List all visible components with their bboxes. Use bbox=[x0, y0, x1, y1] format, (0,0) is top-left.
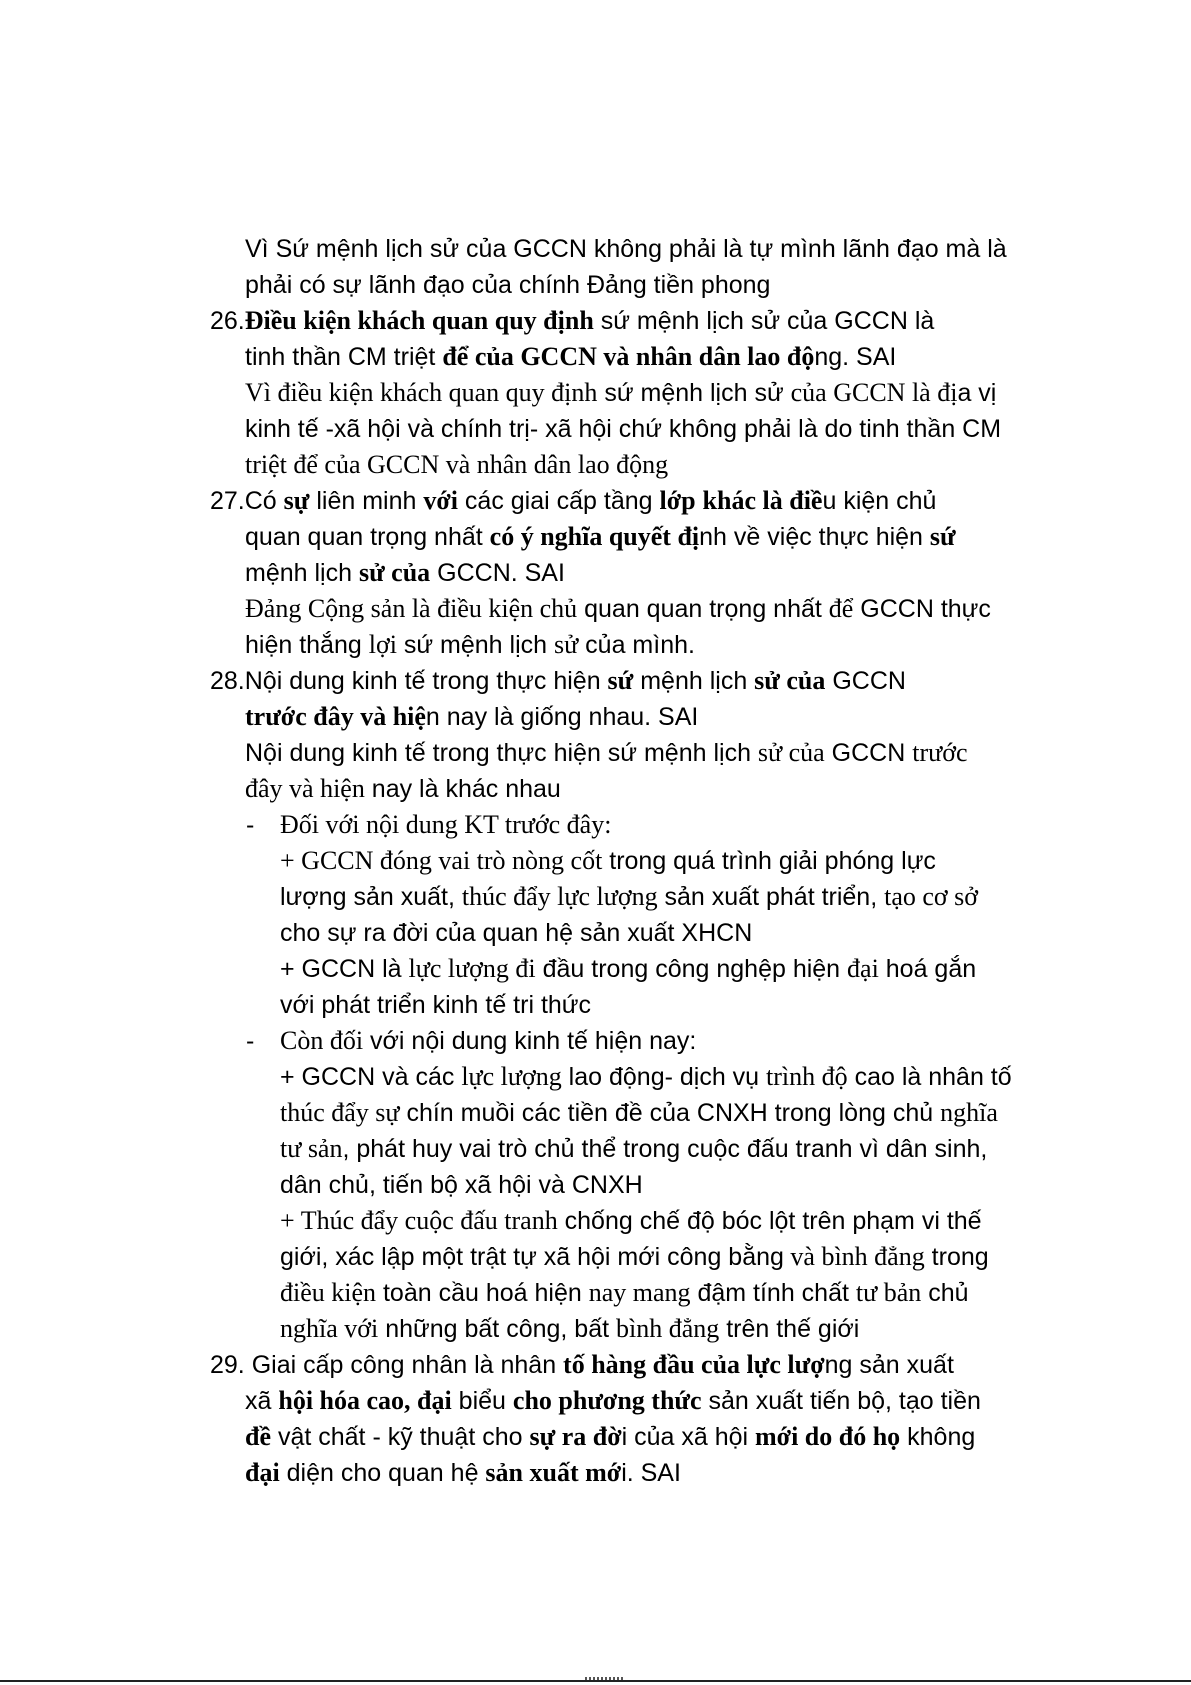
bold-text: sản xuất mớ bbox=[485, 1458, 622, 1487]
text: với phát triển kinh tế tri thức bbox=[280, 991, 592, 1019]
text: a vị bbox=[957, 379, 997, 407]
text: n nay là giống nhau. SAI bbox=[425, 703, 699, 731]
text: không bbox=[900, 1423, 976, 1451]
bold-text: cho phương thức bbox=[512, 1386, 702, 1415]
text: GCCN bbox=[824, 739, 913, 767]
bullet-body-line bbox=[210, 1239, 1090, 1275]
text: sản xuất tiến bộ, tạo tiền bbox=[701, 1387, 981, 1415]
question-29-line-1 bbox=[210, 1347, 1090, 1383]
bold-text: lớp bbox=[659, 486, 696, 515]
text: bình đẳng bbox=[616, 1314, 720, 1343]
text: 28.Nội dung kinh tế trong thực hiện bbox=[210, 667, 608, 695]
text: dân chủ, tiến bộ xã hội và CNXH bbox=[280, 1171, 643, 1199]
bullet-body-line bbox=[210, 951, 1090, 987]
text: ng. SAI bbox=[814, 343, 897, 371]
text: Còn đối bbox=[280, 1026, 364, 1055]
text: sứ mệnh lịch sử của GCCN là bbox=[593, 307, 935, 335]
answer-26-line-2 bbox=[210, 411, 1090, 447]
text: thúc đẩy lực lượng bbox=[461, 882, 658, 911]
bold-text: có ý nghĩa quyết đị bbox=[489, 522, 700, 551]
text: tư bản bbox=[855, 1278, 922, 1307]
text: i. SAI bbox=[621, 1459, 681, 1487]
text: đậm tính chất bbox=[690, 1279, 856, 1307]
text: tạo cơ sở bbox=[884, 882, 979, 911]
text: diện cho quan hệ bbox=[279, 1459, 486, 1487]
bold-text: hội hóa cao, đại bbox=[278, 1386, 452, 1415]
question-29-line-2 bbox=[210, 1383, 1090, 1419]
text: GCCN bbox=[825, 667, 906, 695]
page-body bbox=[210, 231, 1090, 1491]
text: mệnh lịch bbox=[245, 559, 359, 587]
text: đầu trong công nghệp hiện bbox=[535, 955, 848, 983]
text: sản xuất phát triển, bbox=[657, 883, 885, 911]
bold-text: khác là điề bbox=[702, 486, 823, 515]
text: liên minh bbox=[309, 487, 424, 515]
text: lao động- dịch vụ bbox=[561, 1063, 767, 1091]
text: nay mang bbox=[588, 1278, 691, 1307]
question-28-line-2 bbox=[210, 699, 1090, 735]
text: lực lượng bbox=[461, 1062, 562, 1091]
question-27-line-2 bbox=[210, 519, 1090, 555]
text: + GCCN đóng vai trò nòng cốt bbox=[280, 846, 603, 875]
text: đây và hiện bbox=[245, 774, 365, 803]
answer-28-line-1 bbox=[210, 735, 1090, 771]
bold-text: sử của bbox=[358, 558, 431, 587]
answer-27-line-1 bbox=[210, 591, 1090, 627]
question-27-line-3 bbox=[210, 555, 1090, 591]
text: biểu bbox=[451, 1387, 513, 1415]
text: kinh tế -xã hội và chính trị- xã hội chứ không phải là do tinh thần CM bbox=[245, 415, 1002, 443]
text: để bbox=[828, 594, 854, 623]
text: cho sự ra đời của quan hệ sản xuất XHCN bbox=[280, 919, 753, 947]
scan-mark bbox=[585, 1677, 625, 1680]
text: chín muồi các tiền đề của CNXH trong lòng chủ bbox=[399, 1099, 941, 1127]
text: trong quá trình giải phóng lực bbox=[602, 847, 936, 875]
text: chống chế độ bóc lột trên phạm vi thế bbox=[557, 1207, 982, 1235]
text: + GCCN và các bbox=[280, 1063, 462, 1091]
text: lượng sản xuất, bbox=[280, 883, 462, 911]
text: sứ mệnh lịch sử bbox=[597, 379, 791, 407]
bullet-body-line bbox=[210, 1275, 1090, 1311]
text: quan quan trọng nhất bbox=[577, 595, 829, 623]
bold-text: sứ bbox=[607, 666, 634, 695]
text: Nội dung kinh tế trong thực hiện sứ mệnh lịch bbox=[245, 739, 758, 767]
text: GCCN thực bbox=[853, 595, 991, 623]
text: của GCCN là đị bbox=[790, 378, 958, 407]
bold-text: sứ bbox=[929, 522, 956, 551]
bullet-body-line bbox=[210, 1131, 1090, 1167]
text: nay là khác nhau bbox=[364, 775, 561, 803]
text: Vì Sứ mệnh lịch sử của GCCN không phải là tự mình lãnh đạo mà là bbox=[245, 235, 1007, 263]
question-29-line-4 bbox=[210, 1455, 1090, 1491]
text: với nội dung kinh tế hiện nay: bbox=[363, 1027, 697, 1055]
text: Vì điều kiện khách quan quy định bbox=[245, 378, 598, 407]
text: lực lượng đi bbox=[408, 954, 536, 983]
question-number: 26. bbox=[210, 307, 245, 335]
text: phải có sự lãnh đạo của chính Đảng tiền phong bbox=[245, 271, 771, 299]
bold-text: sự bbox=[283, 486, 310, 515]
bold-text: đại bbox=[245, 1458, 280, 1487]
text: cao là nhân tố bbox=[847, 1063, 1012, 1091]
bold-text: Điều kiện khách quan quy định bbox=[244, 306, 594, 335]
text: mệnh lịch bbox=[633, 667, 755, 695]
text: của mình. bbox=[578, 631, 695, 659]
answer-27-line-2 bbox=[210, 627, 1090, 663]
text: u kiện chủ bbox=[822, 487, 937, 515]
dash-bullet: - bbox=[246, 1027, 255, 1055]
text: trên thế giới bbox=[719, 1315, 860, 1343]
text: i của xã hội bbox=[621, 1423, 756, 1451]
bullet-line bbox=[210, 807, 1090, 843]
answer-26-line-1 bbox=[210, 375, 1090, 411]
text: toàn cầu hoá hiện bbox=[376, 1279, 589, 1307]
bullet-body-line bbox=[210, 843, 1090, 879]
answer-28-line-2 bbox=[210, 771, 1090, 807]
text: sử của bbox=[757, 738, 825, 767]
bullet-body-line bbox=[210, 915, 1090, 951]
dash-bullet: - bbox=[246, 811, 255, 839]
bullet-body-line bbox=[210, 1059, 1090, 1095]
bold-text: với bbox=[423, 486, 458, 515]
text: lợi bbox=[368, 630, 397, 659]
text: thúc đẩy sự bbox=[280, 1098, 400, 1127]
bold-text: sử của bbox=[754, 666, 826, 695]
text: Đảng Cộng bbox=[245, 594, 371, 623]
bullet-body-line bbox=[210, 1203, 1090, 1239]
question-28-line-1 bbox=[210, 663, 1090, 699]
bullet-line bbox=[210, 1023, 1090, 1059]
answer-26-line-3 bbox=[210, 447, 1090, 483]
text: 27.Có bbox=[210, 487, 284, 515]
bold-text: tố hàng đầu của lực lượ bbox=[563, 1350, 825, 1379]
text: tinh thần CM triệt bbox=[245, 343, 443, 371]
question-26-line-2 bbox=[210, 339, 1090, 375]
text: sử bbox=[554, 630, 579, 659]
bullet-body-line bbox=[210, 1095, 1090, 1131]
bullet-body-line bbox=[210, 1167, 1090, 1203]
text: quan quan trọng nhất bbox=[245, 523, 490, 551]
bold-text: trước đây và hiệ bbox=[245, 702, 426, 731]
text: giới, xác lập một trật tự xã hội mới công bằng bbox=[280, 1243, 784, 1271]
text: và bình đẳng bbox=[783, 1242, 925, 1271]
text: hiện thắng bbox=[245, 631, 369, 659]
text: chủ bbox=[921, 1279, 969, 1307]
text: những bất công, bất bbox=[378, 1315, 616, 1343]
text: sứ mệnh lịch bbox=[396, 631, 554, 659]
text: trong bbox=[924, 1243, 989, 1271]
text: trước bbox=[912, 738, 968, 767]
text-line bbox=[210, 231, 1090, 267]
text: xã bbox=[245, 1387, 279, 1415]
text: 29. Giai cấp công nhân là nhân bbox=[210, 1351, 564, 1379]
question-26-line-1 bbox=[210, 303, 1090, 339]
text: sản là điều kiện chủ bbox=[370, 594, 578, 623]
bold-text: đề bbox=[245, 1422, 271, 1451]
text-line bbox=[210, 267, 1090, 303]
text: đại bbox=[847, 954, 879, 983]
text: nh về việc thực hiện bbox=[699, 523, 930, 551]
bullet-body-line bbox=[210, 987, 1090, 1023]
text: , phát huy vai trò chủ thể trong cuộc đấu tranh vì dân sinh, bbox=[342, 1135, 988, 1163]
text: trình độ bbox=[766, 1062, 848, 1091]
text bbox=[696, 487, 703, 515]
question-29-line-3 bbox=[210, 1419, 1090, 1455]
bold-text: sự ra đờ bbox=[529, 1422, 622, 1451]
text: Đối với nội dung KT trước đây: bbox=[280, 810, 612, 839]
text: điều kiện bbox=[280, 1278, 377, 1307]
text: hoá gắn bbox=[878, 955, 977, 983]
question-27-line-1 bbox=[210, 483, 1090, 519]
bold-text: để của GCCN và nhân dân lao độ bbox=[442, 342, 815, 371]
text: nghĩa bbox=[940, 1098, 998, 1127]
text: + Thúc đẩy cuộc đấu tranh bbox=[280, 1206, 558, 1235]
page-bottom-rule bbox=[0, 1680, 1191, 1682]
text: nghĩa với bbox=[280, 1314, 379, 1343]
text: vật chất - kỹ thuật cho bbox=[271, 1423, 530, 1451]
text: GCCN. SAI bbox=[430, 559, 565, 587]
text: ng sản xuất bbox=[824, 1351, 954, 1379]
text: các giai cấp tầng bbox=[457, 487, 660, 515]
bullet-body-line bbox=[210, 1311, 1090, 1347]
bold-text: mới do đó họ bbox=[755, 1422, 901, 1451]
bullet-body-line bbox=[210, 879, 1090, 915]
text: tư sản bbox=[280, 1134, 343, 1163]
text: triệt để của GCCN và nhân dân lao động bbox=[245, 450, 669, 479]
text: + GCCN là bbox=[280, 955, 409, 983]
